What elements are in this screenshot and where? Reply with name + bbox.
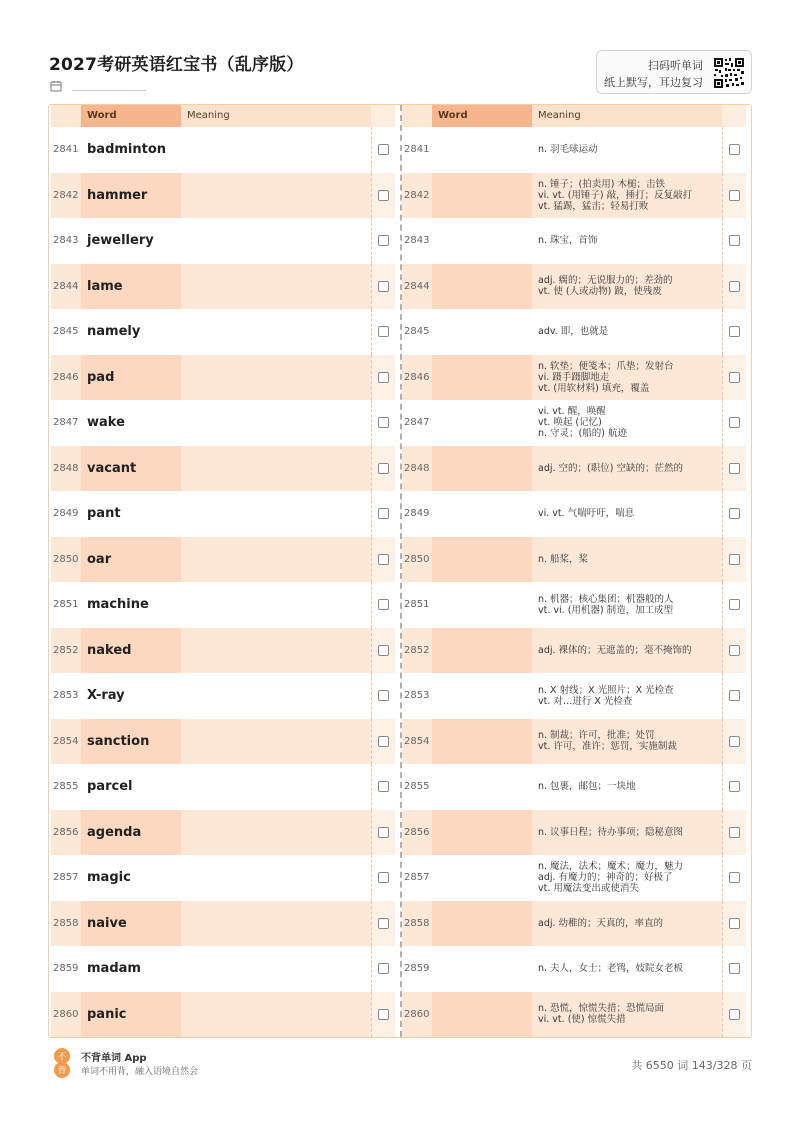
table-row (51, 537, 401, 583)
meaning-blank-cell (181, 855, 371, 901)
row-number: 2854 (51, 719, 81, 765)
meaning-blank-cell (181, 582, 371, 628)
table-row (402, 355, 752, 401)
checkbox[interactable] (729, 281, 740, 292)
meaning-blank-cell (181, 901, 371, 947)
word-blank-cell (432, 855, 532, 901)
checkbox[interactable] (729, 645, 740, 656)
checkbox[interactable] (378, 417, 389, 428)
header-word: Word (432, 105, 532, 127)
word-blank-cell (432, 628, 532, 674)
check-cell (722, 218, 746, 264)
row-number: 2842 (402, 173, 432, 219)
app-name: 不背单词 App (81, 1053, 147, 1064)
row-number: 2858 (402, 901, 432, 947)
word-cell: panic (81, 992, 181, 1038)
check-cell (722, 628, 746, 674)
row-number: 2859 (51, 946, 81, 992)
word-cell: oar (81, 537, 181, 583)
checkbox[interactable] (729, 326, 740, 337)
word-cell: madam (81, 946, 181, 992)
check-cell (722, 855, 746, 901)
checkbox[interactable] (729, 827, 740, 838)
checkbox[interactable] (378, 508, 389, 519)
check-cell (371, 582, 395, 628)
meaning-cell: adj. 瘸的；无说服力的；差劲的 vt. 使 (人或动物) 跛，使残废 (532, 264, 722, 310)
word-blank-cell (432, 446, 532, 492)
check-cell (722, 400, 746, 446)
table-row (402, 264, 752, 310)
row-number: 2841 (51, 127, 81, 173)
header-number-cell (51, 105, 81, 127)
checkbox[interactable] (378, 190, 389, 201)
word-cell: naked (81, 628, 181, 674)
word-blank-cell (432, 537, 532, 583)
meaning-blank-cell (181, 537, 371, 583)
table-row (51, 127, 401, 173)
checkbox[interactable] (378, 281, 389, 292)
check-cell (722, 264, 746, 310)
meaning-cell: vi. vt. 气喘吁吁，喘息 (532, 491, 722, 537)
word-blank-cell (432, 810, 532, 856)
row-number: 2853 (51, 673, 81, 719)
row-number: 2857 (51, 855, 81, 901)
check-cell (371, 309, 395, 355)
meaning-blank-cell (181, 719, 371, 765)
checkbox[interactable] (729, 963, 740, 974)
checkbox[interactable] (378, 372, 389, 383)
table-row (402, 901, 752, 947)
word-cell: parcel (81, 764, 181, 810)
word-blank-cell (432, 264, 532, 310)
meaning-cell: n. 羽毛球运动 (532, 127, 722, 173)
table-row (51, 719, 401, 765)
check-cell (371, 673, 395, 719)
checkbox[interactable] (729, 1009, 740, 1020)
row-number: 2859 (402, 946, 432, 992)
row-number: 2844 (402, 264, 432, 310)
row-number: 2845 (51, 309, 81, 355)
table-row (51, 673, 401, 719)
checkbox[interactable] (378, 690, 389, 701)
header-meaning: Meaning (532, 105, 722, 127)
table-row (51, 946, 401, 992)
check-cell (722, 992, 746, 1038)
checkbox[interactable] (378, 645, 389, 656)
check-cell (722, 946, 746, 992)
meaning-blank-cell (181, 218, 371, 264)
meaning-cell: n. 包裹，邮包；一块地 (532, 764, 722, 810)
checkbox[interactable] (729, 736, 740, 747)
table-row (51, 264, 401, 310)
header-check-cell (722, 105, 746, 127)
row-number: 2851 (402, 582, 432, 628)
table-row (402, 719, 752, 765)
meaning-cell: vi. vt. 醒，唤醒 vt. 唤起 (记忆) n. 守灵；(船的) 航迹 (532, 400, 722, 446)
page-info: 共 6550 词 143/328 页 (631, 1059, 752, 1072)
row-number: 2848 (402, 446, 432, 492)
row-number: 2845 (402, 309, 432, 355)
table-row (402, 946, 752, 992)
check-cell (371, 127, 395, 173)
meaning-blank-cell (181, 309, 371, 355)
checkbox[interactable] (378, 827, 389, 838)
table-row (402, 537, 752, 583)
word-cell: wake (81, 400, 181, 446)
meaning-blank-cell (181, 764, 371, 810)
checkbox[interactable] (378, 736, 389, 747)
row-number: 2849 (402, 491, 432, 537)
row-number: 2842 (51, 173, 81, 219)
word-cell: badminton (81, 127, 181, 173)
table-row (51, 764, 401, 810)
word-cell: magic (81, 855, 181, 901)
check-cell (371, 173, 395, 219)
audio-promo-box (596, 50, 752, 94)
meaning-cell: n. 制裁；许可，批准；处罚 vt. 许可，准许；惩罚，实施制裁 (532, 719, 722, 765)
meaning-cell: n. 机器；核心集团；机器般的人 vt. vi. (用机器) 制造，加工成型 (532, 582, 722, 628)
word-blank-cell (432, 218, 532, 264)
table-row (51, 400, 401, 446)
table-row (402, 173, 752, 219)
row-number: 2850 (51, 537, 81, 583)
check-cell (722, 173, 746, 219)
logo-char-2: 背 (57, 1066, 67, 1077)
check-cell (371, 628, 395, 674)
row-number: 2847 (402, 400, 432, 446)
table-row (402, 491, 752, 537)
table-row (51, 582, 401, 628)
app-logo-icon (51, 1048, 73, 1078)
app-slogan: 单词不用背，融入语境自然会 (81, 1067, 199, 1077)
row-number: 2847 (51, 400, 81, 446)
meaning-cell: adj. 裸体的；无遮盖的；毫不掩饰的 (532, 628, 722, 674)
checkbox[interactable] (729, 463, 740, 474)
left-rows (51, 127, 401, 1037)
check-cell (722, 764, 746, 810)
checkbox[interactable] (729, 235, 740, 246)
row-number: 2844 (51, 264, 81, 310)
table-row (402, 673, 752, 719)
checkbox[interactable] (729, 918, 740, 929)
checkbox[interactable] (729, 508, 740, 519)
check-cell (371, 764, 395, 810)
checkbox[interactable] (378, 235, 389, 246)
word-blank-cell (432, 309, 532, 355)
check-cell (371, 992, 395, 1038)
table-row (51, 491, 401, 537)
meaning-blank-cell (181, 173, 371, 219)
checkbox[interactable] (378, 326, 389, 337)
row-number: 2849 (51, 491, 81, 537)
table-row (51, 901, 401, 947)
table-row (51, 628, 401, 674)
check-cell (722, 491, 746, 537)
check-cell (371, 400, 395, 446)
meaning-cell: adv. 即，也就是 (532, 309, 722, 355)
row-number: 2843 (402, 218, 432, 264)
word-blank-cell (432, 127, 532, 173)
checkbox[interactable] (378, 463, 389, 474)
check-cell (371, 855, 395, 901)
left-header (51, 105, 401, 127)
check-cell (722, 355, 746, 401)
word-cell: vacant (81, 446, 181, 492)
table-row (51, 309, 401, 355)
table-row (402, 855, 752, 901)
vocab-sheet (48, 104, 752, 1038)
check-cell (371, 491, 395, 537)
row-number: 2860 (51, 992, 81, 1038)
check-cell (371, 901, 395, 947)
word-cell: agenda (81, 810, 181, 856)
header-meaning: Meaning (181, 105, 371, 127)
checkbox[interactable] (729, 144, 740, 155)
meaning-blank-cell (181, 400, 371, 446)
table-row (51, 992, 401, 1038)
word-cell: namely (81, 309, 181, 355)
checkbox[interactable] (378, 781, 389, 792)
calendar-icon (50, 80, 62, 92)
word-cell: pad (81, 355, 181, 401)
row-number: 2855 (51, 764, 81, 810)
check-cell (722, 901, 746, 947)
check-cell (722, 810, 746, 856)
meaning-cell: n. 夫人，女士；老鸨，妓院女老板 (532, 946, 722, 992)
table-row (402, 218, 752, 264)
word-blank-cell (432, 491, 532, 537)
word-blank-cell (432, 946, 532, 992)
row-number: 2848 (51, 446, 81, 492)
checkbox[interactable] (729, 190, 740, 201)
table-row (402, 582, 752, 628)
checkbox[interactable] (378, 963, 389, 974)
check-cell (371, 719, 395, 765)
table-row (402, 628, 752, 674)
word-cell: X-ray (81, 673, 181, 719)
row-number: 2858 (51, 901, 81, 947)
meaning-cell: adj. 幼稚的；天真的，率直的 (532, 901, 722, 947)
word-blank-cell (432, 673, 532, 719)
meaning-blank-cell (181, 946, 371, 992)
check-cell (722, 673, 746, 719)
row-number: 2852 (402, 628, 432, 674)
table-row (402, 127, 752, 173)
checkbox[interactable] (378, 1009, 389, 1020)
checkbox[interactable] (729, 554, 740, 565)
check-cell (371, 355, 395, 401)
word-cell: hammer (81, 173, 181, 219)
checkbox[interactable] (729, 599, 740, 610)
meaning-blank-cell (181, 628, 371, 674)
word-blank-cell (432, 719, 532, 765)
table-row (51, 446, 401, 492)
meaning-cell: adj. 空的；(职位) 空缺的；茫然的 (532, 446, 722, 492)
row-number: 2846 (402, 355, 432, 401)
table-row (402, 992, 752, 1038)
row-number: 2853 (402, 673, 432, 719)
table-row (51, 855, 401, 901)
table-row (402, 309, 752, 355)
word-cell: sanction (81, 719, 181, 765)
word-blank-cell (432, 764, 532, 810)
promo-line-1: 扫码听单词 (648, 59, 703, 72)
meaning-blank-cell (181, 491, 371, 537)
check-cell (371, 537, 395, 583)
meaning-blank-cell (181, 446, 371, 492)
check-cell (722, 309, 746, 355)
word-cell: lame (81, 264, 181, 310)
row-number: 2851 (51, 582, 81, 628)
header-word: Word (81, 105, 181, 127)
word-blank-cell (432, 901, 532, 947)
checkbox[interactable] (729, 372, 740, 383)
table-row (51, 218, 401, 264)
check-cell (371, 810, 395, 856)
right-rows (402, 127, 752, 1037)
row-number: 2843 (51, 218, 81, 264)
meaning-cell: n. 船桨，桨 (532, 537, 722, 583)
table-row (51, 355, 401, 401)
meaning-blank-cell (181, 810, 371, 856)
table-row (51, 810, 401, 856)
header-check-cell (371, 105, 395, 127)
meaning-cell: n. 恐慌，惊慌失措；恐慌局面 vi. vt. (使) 惊慌失措 (532, 992, 722, 1038)
row-number: 2856 (51, 810, 81, 856)
logo-char-1: 不 (57, 1052, 67, 1063)
row-number: 2841 (402, 127, 432, 173)
checkbox[interactable] (378, 872, 389, 883)
check-cell (371, 264, 395, 310)
checkbox[interactable] (378, 918, 389, 929)
table-row (51, 173, 401, 219)
check-cell (722, 446, 746, 492)
check-cell (371, 218, 395, 264)
row-number: 2850 (402, 537, 432, 583)
word-blank-cell (432, 400, 532, 446)
row-number: 2852 (51, 628, 81, 674)
row-number: 2856 (402, 810, 432, 856)
check-cell (722, 582, 746, 628)
meaning-cell: n. 锤子；(拍卖用) 木槌；击铁 vi. vt. (用锤子) 敲，捶打；反复敲打 vt. 猛踢，猛击；轻易打败 (532, 173, 722, 219)
promo-line-2: 纸上默写，耳边复习 (604, 76, 703, 89)
meaning-cell: n. 珠宝，首饰 (532, 218, 722, 264)
checkbox[interactable] (729, 872, 740, 883)
check-cell (722, 537, 746, 583)
word-column-left (51, 105, 401, 1037)
row-number: 2846 (51, 355, 81, 401)
table-row (402, 810, 752, 856)
meaning-cell: n. 软垫；便笺本；爪垫；发射台 vi. 蹑手蹑脚地走 vt. (用软材料) 填充，覆盖 (532, 355, 722, 401)
check-cell (722, 719, 746, 765)
meaning-blank-cell (181, 992, 371, 1038)
row-number: 2854 (402, 719, 432, 765)
checkbox[interactable] (729, 781, 740, 792)
checkbox[interactable] (729, 690, 740, 701)
meaning-blank-cell (181, 264, 371, 310)
qr-code-icon[interactable] (713, 57, 745, 89)
checkbox[interactable] (378, 599, 389, 610)
table-row (402, 446, 752, 492)
row-number: 2855 (402, 764, 432, 810)
date-blank-line (72, 81, 146, 91)
meaning-blank-cell (181, 127, 371, 173)
word-cell: pant (81, 491, 181, 537)
meaning-cell: n. X 射线；X 光照片；X 光检查 vt. 对…进行 X 光检查 (532, 673, 722, 719)
checkbox[interactable] (378, 554, 389, 565)
meaning-cell: n. 魔法，法术；魔术；魔力，魅力 adj. 有魔力的；神奇的；好极了 vt. 用魔法变出或使消失 (532, 855, 722, 901)
meaning-blank-cell (181, 355, 371, 401)
row-number: 2860 (402, 992, 432, 1038)
table-row (402, 764, 752, 810)
row-number: 2857 (402, 855, 432, 901)
header-number-cell (402, 105, 432, 127)
word-cell: jewellery (81, 218, 181, 264)
checkbox[interactable] (378, 144, 389, 155)
checkbox[interactable] (729, 417, 740, 428)
meaning-cell: n. 议事日程；待办事项；隐秘意图 (532, 810, 722, 856)
meaning-blank-cell (181, 673, 371, 719)
word-blank-cell (432, 173, 532, 219)
date-field (50, 80, 146, 92)
table-row (402, 400, 752, 446)
check-cell (722, 127, 746, 173)
meaning-column-right (402, 105, 752, 1037)
check-cell (371, 446, 395, 492)
right-header (402, 105, 752, 127)
word-cell: machine (81, 582, 181, 628)
page-title: 2027考研英语红宝书（乱序版） (49, 55, 304, 75)
check-cell (371, 946, 395, 992)
word-blank-cell (432, 582, 532, 628)
word-cell: naive (81, 901, 181, 947)
word-blank-cell (432, 992, 532, 1038)
word-blank-cell (432, 355, 532, 401)
